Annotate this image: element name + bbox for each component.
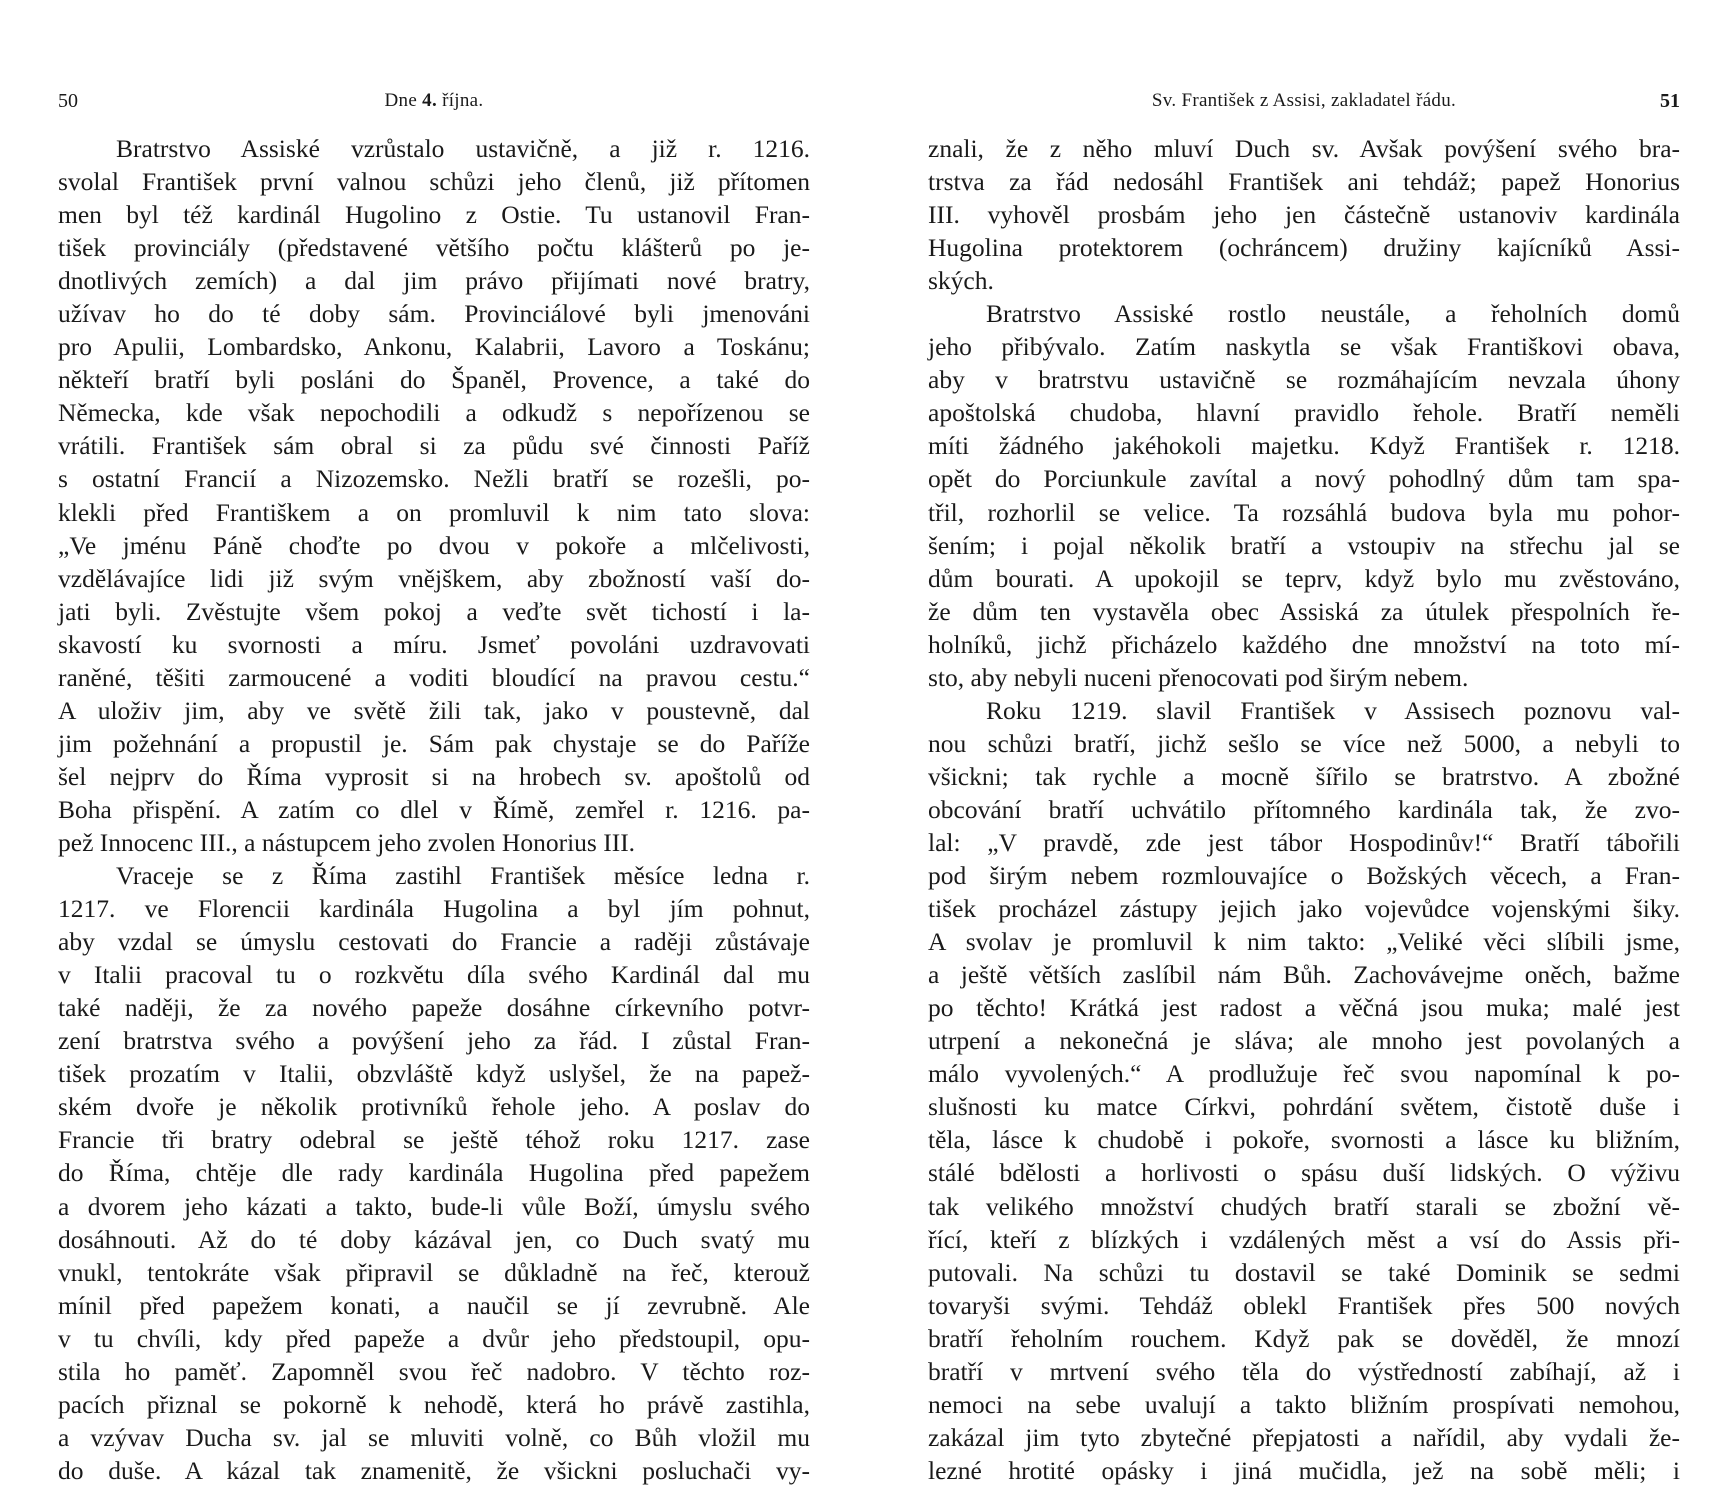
text-line: lezné hrotité opásky i jiná mučidla, jež na sobě měli; i — [928, 1455, 1680, 1485]
right-page-body — [928, 132, 1680, 1487]
text-line: tišek procházel zástupy jejich jako vojevůdce vojenskými šiky. — [928, 894, 1680, 924]
text-line: dnotlivých zemích) a dal jim právo přijímati nové bratry, — [58, 266, 810, 296]
text-line: zení bratrstva svého a povýšení jeho za řád. I zůstal Fran- — [58, 1026, 810, 1056]
text-line: stila ho paměť. Zapomněl svou řeč nadobro. V těchto roz- — [58, 1356, 810, 1386]
text-line: skavostí ku svornosti a míru. Jsmeť povoláni uzdravovati — [58, 629, 810, 659]
running-head-left — [58, 84, 810, 118]
text-line: s ostatní Francií a Nizozemsko. Nežli bratří se rozešli, po- — [58, 464, 810, 494]
text-line: 1217. ve Florencii kardinála Hugolina a byl jím pohnut, — [58, 894, 810, 924]
text-line: stálé bdělosti a horlivosti o spásu duší lidských. O výživu — [928, 1158, 1680, 1188]
text-line: sto, aby nebyli nuceni přenocovati pod širým nebem. — [928, 662, 1469, 692]
text-line: jeho přibývalo. Zatím naskytla se však Františkovi obava, — [928, 332, 1680, 362]
text-line: nou schůzi bratří, jichž sešlo se více než 5000, a nebyli to — [928, 728, 1680, 758]
text-line: bratří v mrtvení svého těla do výstředností zabíhají, až i — [928, 1356, 1680, 1386]
text-line: Vraceje se z Říma zastihl František měsíce ledna r. — [116, 861, 810, 891]
text-line: Hugolina protektorem (ochráncem) družiny kajícníků Assi- — [928, 233, 1680, 263]
text-line: znali, že z něho mluví Duch sv. Avšak povýšení svého bra- — [928, 134, 1680, 163]
text-line: obcování bratří uchvátilo přítomného kardinála tak, že zvo- — [928, 794, 1680, 824]
text-line: řící, kteří z blízkých i vzdálených měst a vsí do Assis při- — [928, 1224, 1680, 1254]
text-line: jati byli. Zvěstujte všem pokoj a veďte svět tichostí i la- — [58, 596, 810, 626]
text-line: A svolav je promluvil k nim takto: „Veliké věci slíbili jsme, — [928, 927, 1680, 957]
text-line: holníků, jichž přicházelo každého dne množství na toto mí- — [928, 629, 1680, 659]
text-line: pacích přiznal se pokorně k nehodě, která ho právě zastihla, — [58, 1389, 810, 1419]
text-line: aby v bratrstvu ustavičně se rozmáhajícím nevzala úhony — [928, 365, 1680, 395]
text-line: A uloživ jim, aby ve světě žili tak, jako v poustevně, dal — [58, 695, 810, 725]
text-line: málo vyvolených.“ A prodlužuje řeč svou napomínal k po- — [928, 1059, 1680, 1089]
running-head-left-num: 4. — [422, 90, 438, 111]
text-line: apoštolská chudoba, hlavní pravidlo řehole. Bratří neměli — [928, 398, 1680, 428]
text-line: tišek provinciály (představené většího počtu klášterů po je- — [58, 233, 810, 263]
text-line: a vzývav Ducha sv. jal se mluviti volně, co Bůh vložil mu — [58, 1422, 810, 1452]
left-page — [58, 0, 810, 1500]
text-line: dosáhnouti. Až do té doby kázával jen, co Duch svatý mu — [58, 1224, 810, 1254]
text-line: dům bourati. A upokojil se teprv, když bylo mu zvěstováno, — [928, 563, 1680, 593]
text-line: jim požehnání a propustil je. Sám pak chystaje se do Paříže — [58, 728, 810, 758]
text-line: opět do Porciunkule zavítal a nový pohodlný dům tam spa- — [928, 464, 1680, 494]
text-line: a dvorem jeho kázati a takto, bude-li vůle Boží, úmyslu svého — [58, 1191, 810, 1221]
text-line: III. vyhověl prosbám jeho jen částečně ustanoviv kardinála — [928, 200, 1680, 230]
text-line: vnukl, tentokráte však připravil se důkladně na řeč, kterouž — [58, 1257, 810, 1287]
page-number-left: 50 — [58, 90, 78, 112]
text-line: Boha přispění. A zatím co dlel v Římě, zemřel r. 1216. pa- — [58, 794, 810, 824]
text-line: utrpení a nekonečná je sláva; ale mnoho jest povolaných a — [928, 1026, 1680, 1056]
text-line: slušnosti ku matce Církvi, pohrdání světem, čistotě duše i — [928, 1092, 1680, 1122]
text-line: lal: „V pravdě, zde jest tábor Hospodinův!“ Bratří tábořili — [928, 827, 1680, 857]
right-page — [928, 0, 1680, 1500]
running-head-left-title — [58, 84, 810, 118]
text-line: Bratrstvo Assiské vzrůstalo ustavičně, a již r. 1216. — [116, 134, 810, 163]
text-line: men byl též kardinál Hugolino z Ostie. Tu ustanovil Fran- — [58, 200, 810, 230]
text-line: a ještě větších zaslíbil nám Bůh. Zachovávejme oněch, bažme — [928, 960, 1680, 990]
text-line: vrátili. František sám obral si za půdu své činnosti Paříž — [58, 431, 810, 461]
text-line: ských. — [928, 266, 994, 296]
text-line: do duše. A kázal tak znamenitě, že všickni posluchači vy- — [58, 1455, 810, 1485]
text-line: pež Innocenc III., a nástupcem jeho zvolen Honorius III. — [58, 827, 636, 857]
text-line: „Ve jménu Páně choďte po dvou v pokoře a mlčelivosti, — [58, 530, 810, 560]
text-line: pod širým nebem rozmlouvajíce o Božských věcech, a Fran- — [928, 861, 1680, 891]
text-line: Bratrstvo Assiské rostlo neustále, a řeholních domů — [986, 299, 1680, 329]
text-line: užívav ho do té doby sám. Provinciálové byli jmenováni — [58, 299, 810, 329]
text-line: bratří řeholním rouchem. Když pak se dověděl, že mnozí — [928, 1323, 1680, 1353]
text-line: putovali. Na schůzi tu dostavil se také Dominik se sedmi — [928, 1257, 1680, 1287]
text-line: ském dvoře je několik protivníků řehole jeho. A poslav do — [58, 1092, 810, 1122]
text-line: svolal František první valnou schůzi jeho členů, již přítomen — [58, 167, 810, 197]
text-line: trstva za řád nedosáhl František ani tehdáž; papež Honorius — [928, 167, 1680, 197]
text-line: klekli před Františkem a on promluvil k nim tato slova: — [58, 497, 810, 527]
text-line: vzdělávajíce lidi již svým vnějškem, aby zbožností vaší do- — [58, 563, 810, 593]
running-head-left-prefix: Dne — [384, 90, 418, 111]
text-line: tovaryši svými. Tehdáž oblekl František přes 500 nových — [928, 1290, 1680, 1320]
text-line: těla, lásce k chudobě i pokoře, svornosti a lásce ku bližním, — [928, 1125, 1680, 1155]
text-line: po těchto! Krátká jest radost a věčná jsou muka; malé jest — [928, 993, 1680, 1023]
text-line: v tu chvíli, kdy před papeže a dvůr jeho předstoupil, opu- — [58, 1323, 810, 1353]
running-head-right-title: Sv. František z Assisi, zakladatel řádu. — [1151, 90, 1457, 111]
running-head-left-suffix: října. — [442, 90, 484, 111]
text-line: tak velikého množství chudých bratří starali se zbožní vě- — [928, 1191, 1680, 1221]
running-head-right — [928, 84, 1680, 118]
text-line: raněné, těšiti zarmoucené a voditi bloudící na pravou cestu.“ — [58, 662, 810, 692]
text-line: třil, rozhorlil se velice. Ta rozsáhlá budova byla mu pohor- — [928, 497, 1680, 527]
text-line: v Italii pracoval tu o rozkvětu díla svého Kardinál dal mu — [58, 960, 810, 990]
page-number-right: 51 — [1660, 90, 1680, 112]
text-line: pro Apulii, Lombardsko, Ankonu, Kalabrii, Lavoro a Toskánu; — [58, 332, 810, 362]
text-line: míti žádného jakéhokoli majetku. Když František r. 1218. — [928, 431, 1680, 461]
text-line: také naději, že za nového papeže dosáhne církevního potvr- — [58, 993, 810, 1023]
text-line: zakázal jim tyto zbytečné přepjatosti a nařídil, aby vydali že- — [928, 1422, 1680, 1452]
text-line: Roku 1219. slavil František v Assisech poznovu val- — [986, 695, 1680, 725]
left-page-body — [58, 132, 810, 1487]
text-line: šením; i pojal několik bratří a vstoupiv na střechu jal se — [928, 530, 1680, 560]
text-line: aby vzdal se úmyslu cestovati do Francie a raději zůstávaje — [58, 927, 810, 957]
text-line: někteří bratří byli posláni do Španěl, Provence, a také do — [58, 365, 810, 395]
text-line: Francie tři bratry odebral se ještě téhož roku 1217. zase — [58, 1125, 810, 1155]
text-line: do Říma, chtěje dle rady kardinála Hugolina před papežem — [58, 1158, 810, 1188]
text-line: mínil před papežem konati, a naučil se jí zevrubně. Ale — [58, 1290, 810, 1320]
text-line: tišek prozatím v Italii, obzvláště když uslyšel, že na papež- — [58, 1059, 810, 1089]
text-line: všickni; tak rychle a mocně šířilo se bratrstvo. A zbožné — [928, 761, 1680, 791]
text-line: že dům ten vystavěla obec Assiská za útulek přespolních ře- — [928, 596, 1680, 626]
text-line: šel nejprv do Říma vyprosit si na hrobech sv. apoštolů od — [58, 761, 810, 791]
text-line: Německa, kde však nepochodili a odkudž s nepořízenou se — [58, 398, 810, 428]
text-line: nemoci na sebe uvalují a takto bližním prospívati nemohou, — [928, 1389, 1680, 1419]
